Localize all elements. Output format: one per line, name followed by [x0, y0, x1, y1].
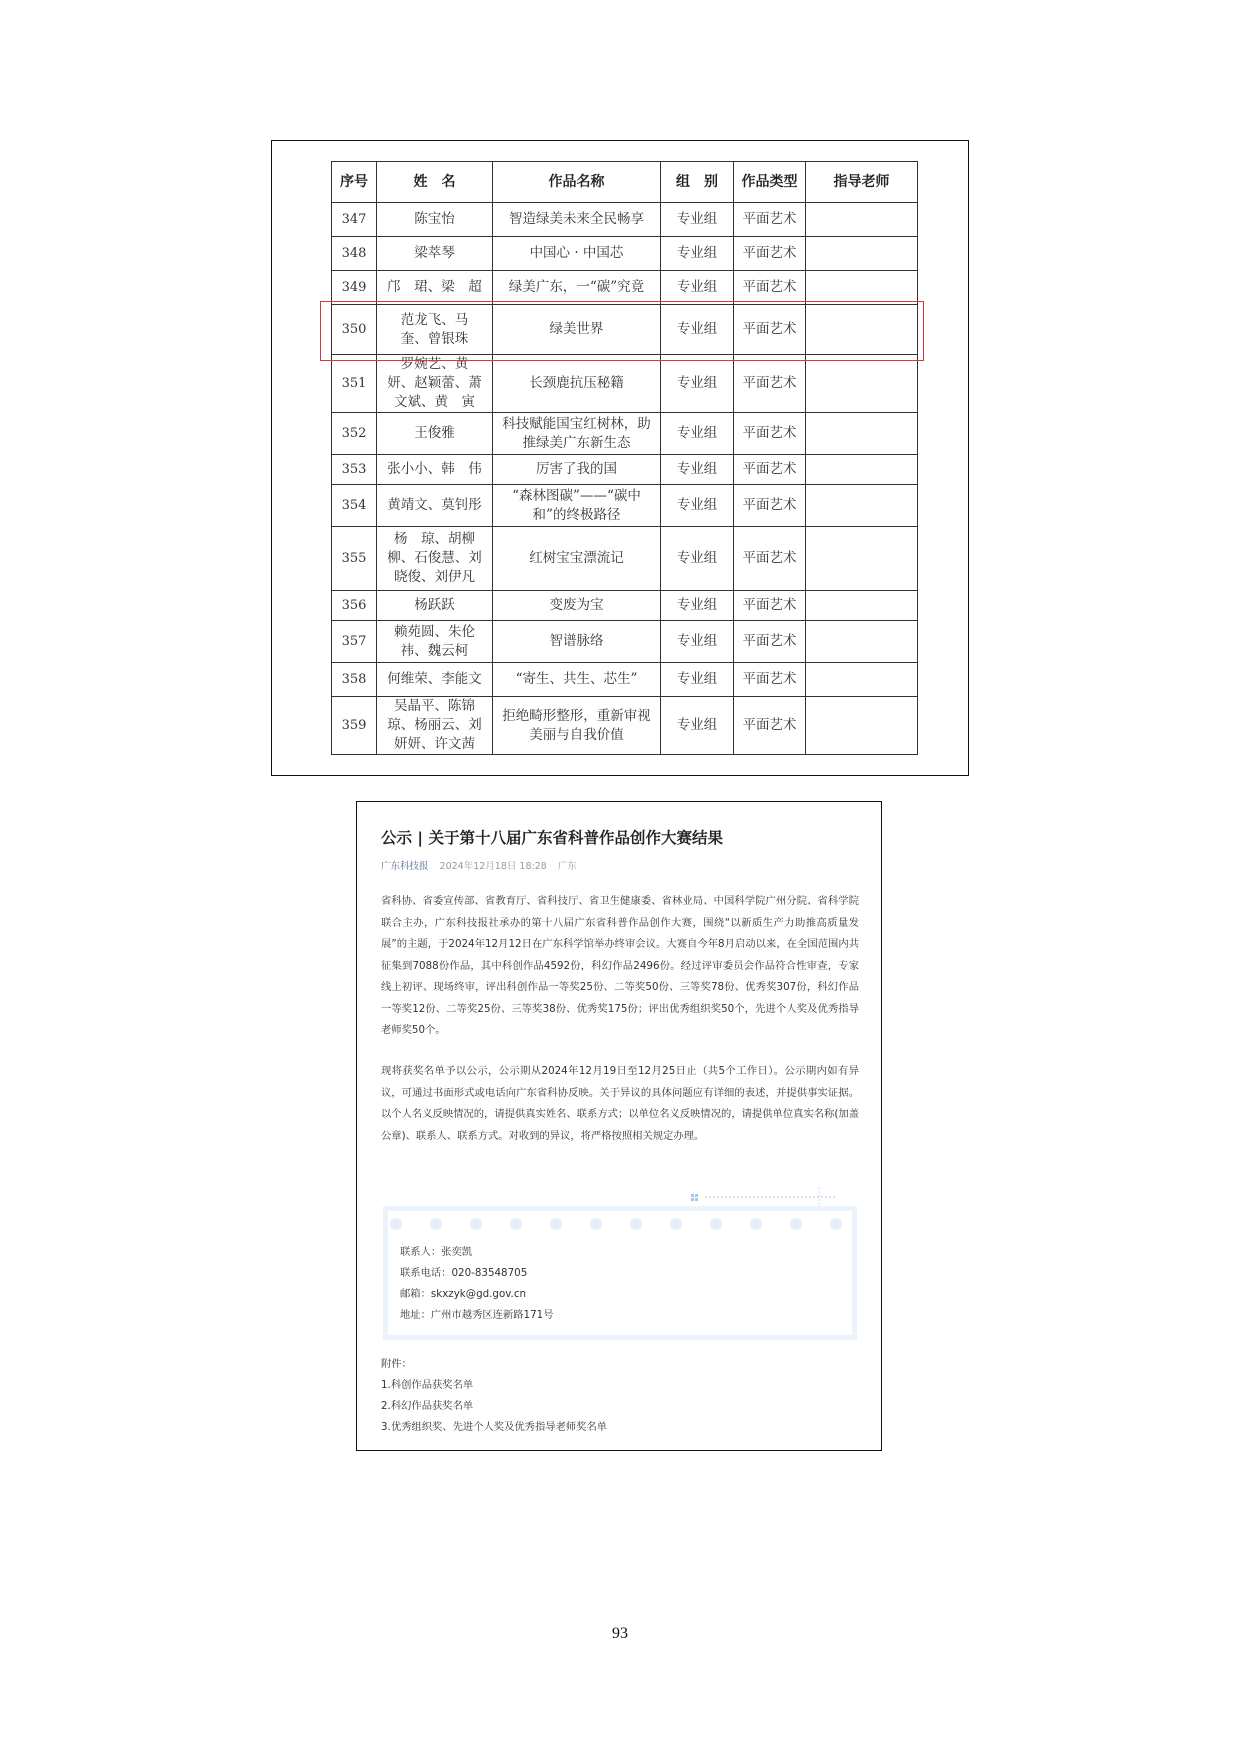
cell-group: 专业组 — [661, 663, 734, 697]
article-location: 广东 — [557, 861, 577, 872]
cell-teacher — [806, 203, 918, 237]
cell-work: 智造绿美未来全民畅享 — [493, 203, 661, 237]
contact-box — [383, 1206, 857, 1340]
cell-type: 平面艺术 — [734, 591, 806, 621]
cell-work: 拒绝畸形整形，重新审视美丽与自我价值 — [493, 697, 661, 755]
cell-type: 平面艺术 — [734, 527, 806, 591]
cell-names: 范龙飞、马 奎、曾银珠 — [377, 305, 493, 355]
cell-number: 357 — [332, 621, 377, 663]
cell-work: “寄生、共生、芯生” — [493, 663, 661, 697]
cell-work: “森林图碳”——“碳中和”的终极路径 — [493, 485, 661, 527]
cell-work: 绿美世界 — [493, 305, 661, 355]
table-row — [332, 271, 918, 305]
cell-group: 专业组 — [661, 697, 734, 755]
header-type: 作品类型 — [734, 162, 806, 203]
cell-names: 张小小、韩 伟 — [377, 455, 493, 485]
highlight-box — [320, 301, 924, 361]
cell-number: 354 — [332, 485, 377, 527]
cell-teacher — [806, 527, 918, 591]
cell-names: 赖苑圆、朱伦祎、魏云柯 — [377, 621, 493, 663]
cell-group: 专业组 — [661, 413, 734, 455]
contact-email[interactable]: 邮箱：skxzyk@gd.gov.cn — [400, 1288, 527, 1300]
award-table-screenshot — [271, 140, 969, 776]
article-date: 2024年12月18日 18:28 — [439, 861, 547, 872]
header-group: 组 别 — [661, 162, 734, 203]
article-title: 公示 | 关于第十八届广东省科普作品创作大赛结果 — [381, 829, 723, 847]
cell-names: 何维荣、李能文 — [377, 663, 493, 697]
table-row — [332, 663, 918, 697]
cell-type: 平面艺术 — [734, 663, 806, 697]
attachment-item[interactable]: 2.科幻作品获奖名单 — [381, 1400, 474, 1412]
cell-group: 专业组 — [661, 203, 734, 237]
table-row — [332, 455, 918, 485]
article-paragraph-2: 现将获奖名单予以公示，公示期从2024年12月19日至12月25日止（共5个工作日）。公示期内如有异议，可通过书面形式或电话向广东省科协反映。关于异议的具体问题应有详细的表述，并提供事实证据。以个人名义反映情况的，请提供真实姓名、联系方式；以单位名义反映情况的，请提供单位真实名称(加盖公章)、联系人、联系方式。对收到的异议，将严格按照相关规定办理。 — [381, 1065, 859, 1142]
cell-group: 专业组 — [661, 591, 734, 621]
cell-number: 349 — [332, 271, 377, 305]
cell-type: 平面艺术 — [734, 455, 806, 485]
cell-group: 专业组 — [661, 621, 734, 663]
cell-number: 348 — [332, 237, 377, 271]
cell-work: 绿美广东，一“碳”究竟 — [493, 271, 661, 305]
cell-names: 罗婉艺、黄 妍、赵颖蕾、萧文斌、黄 寅 — [377, 355, 493, 413]
table-row — [332, 621, 918, 663]
header-teacher: 指导老师 — [806, 162, 918, 203]
table-row — [332, 413, 918, 455]
cell-number: 355 — [332, 527, 377, 591]
cell-names: 黄靖文、莫钊彤 — [377, 485, 493, 527]
cell-work: 长颈鹿抗压秘籍 — [493, 355, 661, 413]
cell-group: 专业组 — [661, 485, 734, 527]
cell-type: 平面艺术 — [734, 355, 806, 413]
cell-number: 356 — [332, 591, 377, 621]
cell-teacher — [806, 271, 918, 305]
cell-number: 350 — [332, 305, 377, 355]
cell-names: 王俊雅 — [377, 413, 493, 455]
cell-teacher — [806, 485, 918, 527]
cell-teacher — [806, 697, 918, 755]
cell-names: 邝 珺、梁 超 — [377, 271, 493, 305]
header-work: 作品名称 — [493, 162, 661, 203]
page-number: 93 — [612, 1625, 628, 1642]
cell-number: 351 — [332, 355, 377, 413]
cell-names: 杨跃跃 — [377, 591, 493, 621]
cell-work: 厉害了我的国 — [493, 455, 661, 485]
attachments-heading: 附件： — [381, 1358, 412, 1370]
cell-teacher — [806, 621, 918, 663]
cell-type: 平面艺术 — [734, 271, 806, 305]
cell-teacher — [806, 237, 918, 271]
cell-type: 平面艺术 — [734, 203, 806, 237]
decorative-dots — [388, 1217, 852, 1231]
cell-work: 科技赋能国宝红树林，助推绿美广东新生态 — [493, 413, 661, 455]
table-row — [332, 237, 918, 271]
cell-type: 平面艺术 — [734, 485, 806, 527]
table-row — [332, 527, 918, 591]
cell-number: 352 — [332, 413, 377, 455]
cell-number: 353 — [332, 455, 377, 485]
cell-group: 专业组 — [661, 455, 734, 485]
cell-group: 专业组 — [661, 237, 734, 271]
cell-number: 347 — [332, 203, 377, 237]
article-screenshot — [356, 801, 882, 1451]
table-row — [332, 591, 918, 621]
article-paragraph-1: 省科协、省委宣传部、省教育厅、省科技厅、省卫生健康委、省林业局、中国科学院广州分院、省科学院联合主办，广东科技报社承办的第十八届广东省科普作品创作大赛，围绕“以新质生产力助推高质量发展”的主题，于2024年12月12日在广东科学馆举办终审会议。大赛自今年8月启动以来，在全国范围内共征集到7088份作品，其中科创作品4592份，科幻作品2496份。经过评审委员会作品符合性审查，专家线上初评、现场终审，评出科创作品一等奖25份、二等奖50份、三等奖78份、优秀奖307份，科幻作品一等奖12份、二等奖25份、三等奖38份、优秀奖175份；评出优秀组织奖50个，先进个人奖及优秀指导老师奖50个。 — [381, 895, 859, 1036]
cell-teacher — [806, 591, 918, 621]
attachment-item[interactable]: 3.优秀组织奖、先进个人奖及优秀指导老师奖名单 — [381, 1421, 608, 1433]
cell-names: 杨 琼、胡柳柳、石俊慧、刘晓俊、刘伊凡 — [377, 527, 493, 591]
cell-group: 专业组 — [661, 305, 734, 355]
header-number: 序号 — [332, 162, 377, 203]
cell-type: 平面艺术 — [734, 413, 806, 455]
cell-teacher — [806, 355, 918, 413]
table-row — [332, 485, 918, 527]
table-header-row — [332, 162, 918, 203]
cell-number: 359 — [332, 697, 377, 755]
cell-type: 平面艺术 — [734, 697, 806, 755]
cell-work: 变废为宝 — [493, 591, 661, 621]
cell-type: 平面艺术 — [734, 237, 806, 271]
cell-number: 358 — [332, 663, 377, 697]
award-table — [331, 161, 918, 755]
contact-address: 地址：广州市越秀区连新路171号 — [400, 1309, 554, 1321]
header-names: 姓 名 — [377, 162, 493, 203]
cell-type: 平面艺术 — [734, 621, 806, 663]
cell-names: 陈宝怡 — [377, 203, 493, 237]
divider-ornament — [691, 1187, 837, 1207]
cell-type: 平面艺术 — [734, 305, 806, 355]
cell-teacher — [806, 663, 918, 697]
cell-group: 专业组 — [661, 355, 734, 413]
table-row — [332, 697, 918, 755]
table-row — [332, 355, 918, 413]
article-meta — [381, 858, 577, 872]
attachment-item[interactable]: 1.科创作品获奖名单 — [381, 1379, 474, 1391]
cell-group: 专业组 — [661, 271, 734, 305]
cell-teacher — [806, 413, 918, 455]
cell-names: 梁萃琴 — [377, 237, 493, 271]
contact-phone[interactable]: 联系电话：020-83548705 — [400, 1267, 528, 1279]
contact-person: 联系人：张奕凯 — [400, 1246, 473, 1258]
cell-work: 智谱脉络 — [493, 621, 661, 663]
cell-names: 吴晶平、陈锦琼、杨丽云、刘妍妍、许文茜 — [377, 697, 493, 755]
cell-work: 红树宝宝漂流记 — [493, 527, 661, 591]
table-row — [332, 203, 918, 237]
cell-work: 中国心 · 中国芯 — [493, 237, 661, 271]
cell-teacher — [806, 455, 918, 485]
cell-group: 专业组 — [661, 527, 734, 591]
article-source[interactable]: 广东科技报 — [381, 861, 429, 872]
